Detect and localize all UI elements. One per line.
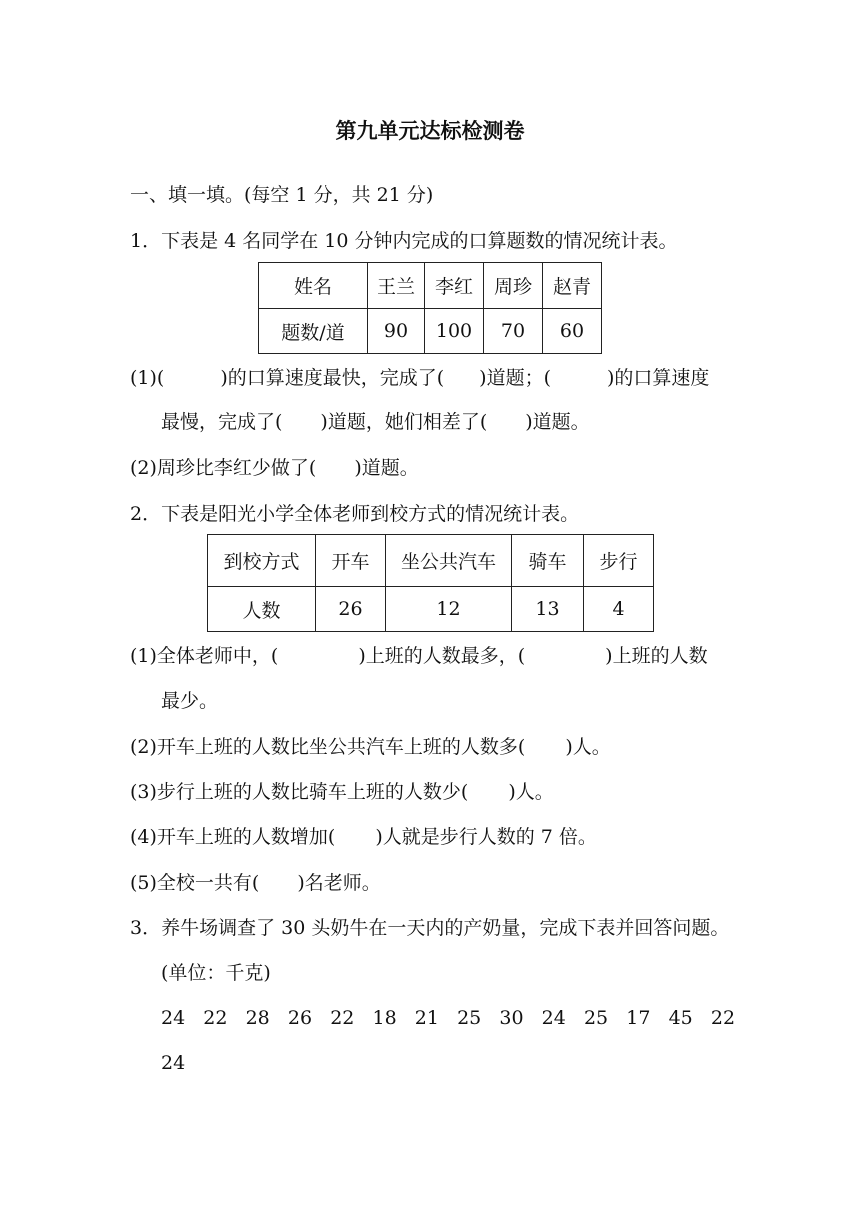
- q2-header-option: 坐公共汽车: [386, 535, 512, 587]
- q3-data-row: [161, 1006, 753, 1030]
- q1-cell-value: 60: [543, 309, 602, 354]
- q2-cell-value: 4: [584, 587, 654, 632]
- text-segment: )的口算速度: [606, 367, 710, 389]
- q2-part5: [130, 871, 381, 895]
- text-segment: )人。: [508, 781, 554, 803]
- data-value: 26: [287, 1007, 313, 1029]
- q1-cell-value: 90: [368, 309, 425, 354]
- q1-cell-value: 70: [484, 309, 543, 354]
- text-segment: )名老师。: [297, 872, 381, 894]
- q2-part3: [130, 780, 554, 804]
- q2-header-option: 步行: [584, 535, 654, 587]
- text-segment: )的口算速度最快，完成了(: [220, 367, 445, 389]
- data-value: 24: [161, 1007, 186, 1029]
- q1-row-label: 题数/道: [259, 309, 368, 354]
- data-value: 25: [583, 1007, 609, 1029]
- q2-part1-continued: 最少。: [161, 690, 219, 712]
- data-value: 22: [710, 1007, 736, 1029]
- text-segment: (2)开车上班的人数比坐公共汽车上班的人数多(: [130, 736, 526, 758]
- data-value: 24: [541, 1007, 566, 1029]
- text-segment: (1)(: [130, 367, 165, 389]
- q3-unit: (单位：千克): [161, 962, 271, 984]
- q2-header-option: 骑车: [512, 535, 584, 587]
- page-title: 第九单元达标检测卷: [335, 119, 525, 143]
- text-segment: )人就是步行人数的 7 倍。: [375, 826, 597, 848]
- data-value: 24: [161, 1052, 186, 1074]
- text-segment: )道题。: [525, 411, 590, 433]
- q1-table: [258, 262, 602, 354]
- q2-header-option: 开车: [316, 535, 386, 587]
- data-value: 25: [457, 1007, 482, 1029]
- data-value: 22: [330, 1007, 355, 1029]
- q2-row-label: 人数: [208, 587, 316, 632]
- text-segment: 最慢，完成了(: [161, 411, 283, 433]
- q2-cell-value: 13: [512, 587, 584, 632]
- q1-stem: 1．下表是 4 名同学在 10 分钟内完成的口算题数的情况统计表。: [130, 230, 678, 252]
- q2-cell-value: 12: [386, 587, 512, 632]
- q2-part1: [130, 644, 708, 668]
- q2-header-method: 到校方式: [208, 535, 316, 587]
- text-segment: (3)步行上班的人数比骑车上班的人数少(: [130, 781, 469, 803]
- data-value: 21: [414, 1007, 439, 1029]
- q1-header-name: 姓名: [259, 263, 368, 309]
- text-segment: (4)开车上班的人数增加(: [130, 826, 336, 848]
- q1-cell-value: 100: [425, 309, 484, 354]
- q3-data-row: [161, 1051, 203, 1075]
- text-segment: )上班的人数最多，(: [358, 645, 526, 667]
- q2-part2: [130, 735, 611, 759]
- data-value: 45: [668, 1007, 693, 1029]
- data-value: 28: [245, 1007, 270, 1029]
- data-value: 22: [203, 1007, 228, 1029]
- q1-header-student: 王兰: [368, 263, 425, 309]
- text-segment: )道题，她们相差了(: [320, 411, 488, 433]
- section-heading: 一、填一填。(每空 1 分，共 21 分): [130, 184, 434, 206]
- q1-header-student: 赵青: [543, 263, 602, 309]
- q2-stem: 2．下表是阳光小学全体老师到校方式的情况统计表。: [130, 503, 580, 525]
- text-segment: (1)全体老师中，(: [130, 645, 279, 667]
- q1-part2: [130, 456, 419, 480]
- text-segment: (5)全校一共有(: [130, 872, 260, 894]
- q2-table: [207, 534, 654, 632]
- data-value: 17: [626, 1007, 651, 1029]
- q2-part4: [130, 825, 597, 849]
- q2-cell-value: 26: [316, 587, 386, 632]
- data-value: 30: [499, 1007, 524, 1029]
- q1-header-student: 周珍: [484, 263, 543, 309]
- text-segment: )道题。: [354, 457, 419, 479]
- q3-stem: 3．养牛场调查了 30 头奶牛在一天内的产奶量，完成下表并回答问题。: [130, 917, 730, 939]
- q1-part1-continued: [161, 410, 590, 434]
- text-segment: )道题；(: [479, 367, 551, 389]
- text-segment: )上班的人数: [605, 645, 708, 667]
- data-value: 18: [372, 1007, 397, 1029]
- text-segment: (2)周珍比李红少做了(: [130, 457, 317, 479]
- q1-header-student: 李红: [425, 263, 484, 309]
- text-segment: )人。: [565, 736, 611, 758]
- q1-part1: [130, 366, 709, 390]
